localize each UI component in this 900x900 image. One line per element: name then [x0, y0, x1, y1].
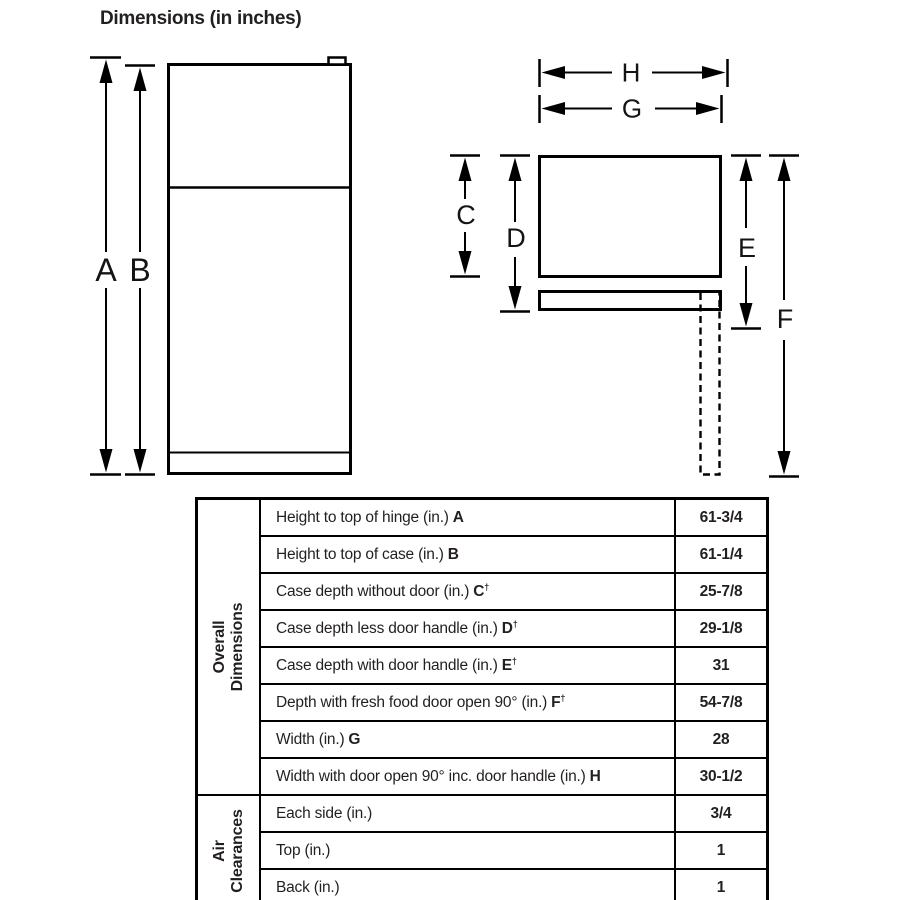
spec-label: Each side (in.)	[276, 804, 373, 822]
section-header-rotated-label	[211, 809, 247, 892]
dimension-letter: F	[551, 693, 561, 711]
dim-line-c	[450, 156, 480, 277]
dimension-letter: B	[447, 545, 459, 563]
arrowhead-left-icon	[542, 102, 566, 115]
spec-label: Depth with fresh food door open 90° (in.)	[276, 693, 548, 711]
dagger-footnote-mark: †	[512, 618, 518, 629]
section-header-line: Clearances	[228, 808, 246, 893]
spec-value-cell: 25-7/8	[675, 573, 768, 610]
dim-label-f: F	[776, 304, 794, 334]
dim-line-g	[540, 94, 722, 124]
spec-label-cell	[260, 610, 675, 647]
arrowhead-down-icon	[134, 449, 147, 473]
spec-value-cell: 3/4	[675, 795, 768, 832]
section-header-line: Dimensions	[228, 602, 246, 692]
fridge-front-view	[169, 58, 351, 474]
dim-line-f	[769, 156, 799, 477]
door-top-outline	[540, 292, 721, 310]
arrowhead-up-icon	[778, 158, 791, 182]
table-row	[197, 758, 768, 795]
spec-value-cell: 61-1/4	[675, 536, 768, 573]
dimension-letter: G	[348, 730, 361, 748]
section-header-rotated-label	[211, 603, 247, 692]
section-header-cell	[197, 499, 261, 796]
dim-line-h	[540, 58, 728, 88]
table-row	[197, 869, 768, 900]
spec-label-cell	[260, 499, 675, 537]
dim-label-g: G	[621, 93, 643, 124]
page-title: Dimensions (in inches)	[100, 8, 302, 29]
dagger-footnote-mark: †	[484, 581, 490, 592]
dimension-letter: A	[452, 508, 464, 526]
spec-label: Back (in.)	[276, 878, 340, 896]
table-row	[197, 610, 768, 647]
table-row	[197, 536, 768, 573]
spec-label: Case depth with door handle (in.)	[276, 656, 498, 674]
spec-label: Width with door open 90° inc. door handle (in.)	[276, 767, 586, 785]
table-row	[197, 832, 768, 869]
spec-label-cell	[260, 869, 675, 900]
arrowhead-up-icon	[740, 158, 753, 182]
spec-value-cell: 1	[675, 869, 768, 900]
spec-label: Case depth without door (in.)	[276, 582, 470, 600]
dim-line-d	[500, 156, 530, 312]
arrowhead-down-icon	[459, 251, 472, 275]
table-row	[197, 684, 768, 721]
dim-line-e	[731, 156, 761, 329]
table-row	[197, 795, 768, 832]
dim-label-d: D	[506, 223, 526, 253]
table-row	[197, 573, 768, 610]
arrowhead-down-icon	[100, 449, 113, 473]
section-header-cell	[197, 795, 261, 900]
dagger-footnote-mark: †	[560, 692, 566, 703]
table-row	[197, 721, 768, 758]
fridge-top-view	[540, 157, 721, 475]
arrowhead-up-icon	[509, 158, 522, 182]
spec-label-cell	[260, 758, 675, 795]
arrowhead-right-icon	[702, 66, 726, 79]
spec-value-cell: 30-1/2	[675, 758, 768, 795]
spec-label-cell	[260, 647, 675, 684]
spec-label-cell	[260, 832, 675, 869]
section-header-line: Overall	[210, 620, 228, 674]
arrowhead-up-icon	[459, 158, 472, 182]
door-open-dashed-outline	[701, 293, 720, 475]
arrowhead-down-icon	[509, 286, 522, 310]
dim-label-a: A	[95, 252, 117, 288]
spec-label: Top (in.)	[276, 841, 331, 859]
dim-line-a	[90, 58, 121, 475]
dimension-letter: H	[589, 767, 601, 785]
dim-label-b: B	[129, 252, 151, 288]
spec-label: Case depth less door handle (in.)	[276, 619, 498, 637]
spec-label-cell	[260, 721, 675, 758]
spec-label-cell	[260, 536, 675, 573]
arrowhead-left-icon	[542, 66, 566, 79]
arrowhead-down-icon	[740, 303, 753, 327]
table-row	[197, 647, 768, 684]
spec-value-cell: 54-7/8	[675, 684, 768, 721]
spec-label: Height to top of case (in.)	[276, 545, 444, 563]
dim-line-b	[125, 66, 155, 475]
section-header-line: Air	[210, 839, 228, 862]
arrowhead-right-icon	[696, 102, 720, 115]
dimension-letter: C	[473, 582, 485, 600]
dim-label-c: C	[456, 200, 476, 230]
spec-label: Height to top of hinge (in.)	[276, 508, 449, 526]
arrowhead-up-icon	[100, 60, 113, 84]
spec-value-cell: 61-3/4	[675, 499, 768, 537]
spec-label-cell	[260, 795, 675, 832]
fridge-front-outline	[169, 65, 351, 474]
spec-value-cell: 29-1/8	[675, 610, 768, 647]
dagger-footnote-mark: †	[511, 655, 517, 666]
table-row	[197, 499, 768, 537]
spec-label-cell	[260, 684, 675, 721]
spec-label: Width (in.)	[276, 730, 345, 748]
dim-label-e: E	[737, 233, 757, 263]
hinge-tab	[329, 58, 346, 65]
spec-value-cell: 1	[675, 832, 768, 869]
arrowhead-up-icon	[134, 68, 147, 92]
dimension-letter: E	[501, 656, 512, 674]
spec-value-cell: 31	[675, 647, 768, 684]
spec-label-cell	[260, 573, 675, 610]
arrowhead-down-icon	[778, 451, 791, 475]
dimensions-table	[195, 497, 769, 900]
dim-label-h: H	[621, 57, 641, 88]
case-top-outline	[540, 157, 721, 277]
spec-value-cell: 28	[675, 721, 768, 758]
dimension-letter: D	[501, 619, 513, 637]
